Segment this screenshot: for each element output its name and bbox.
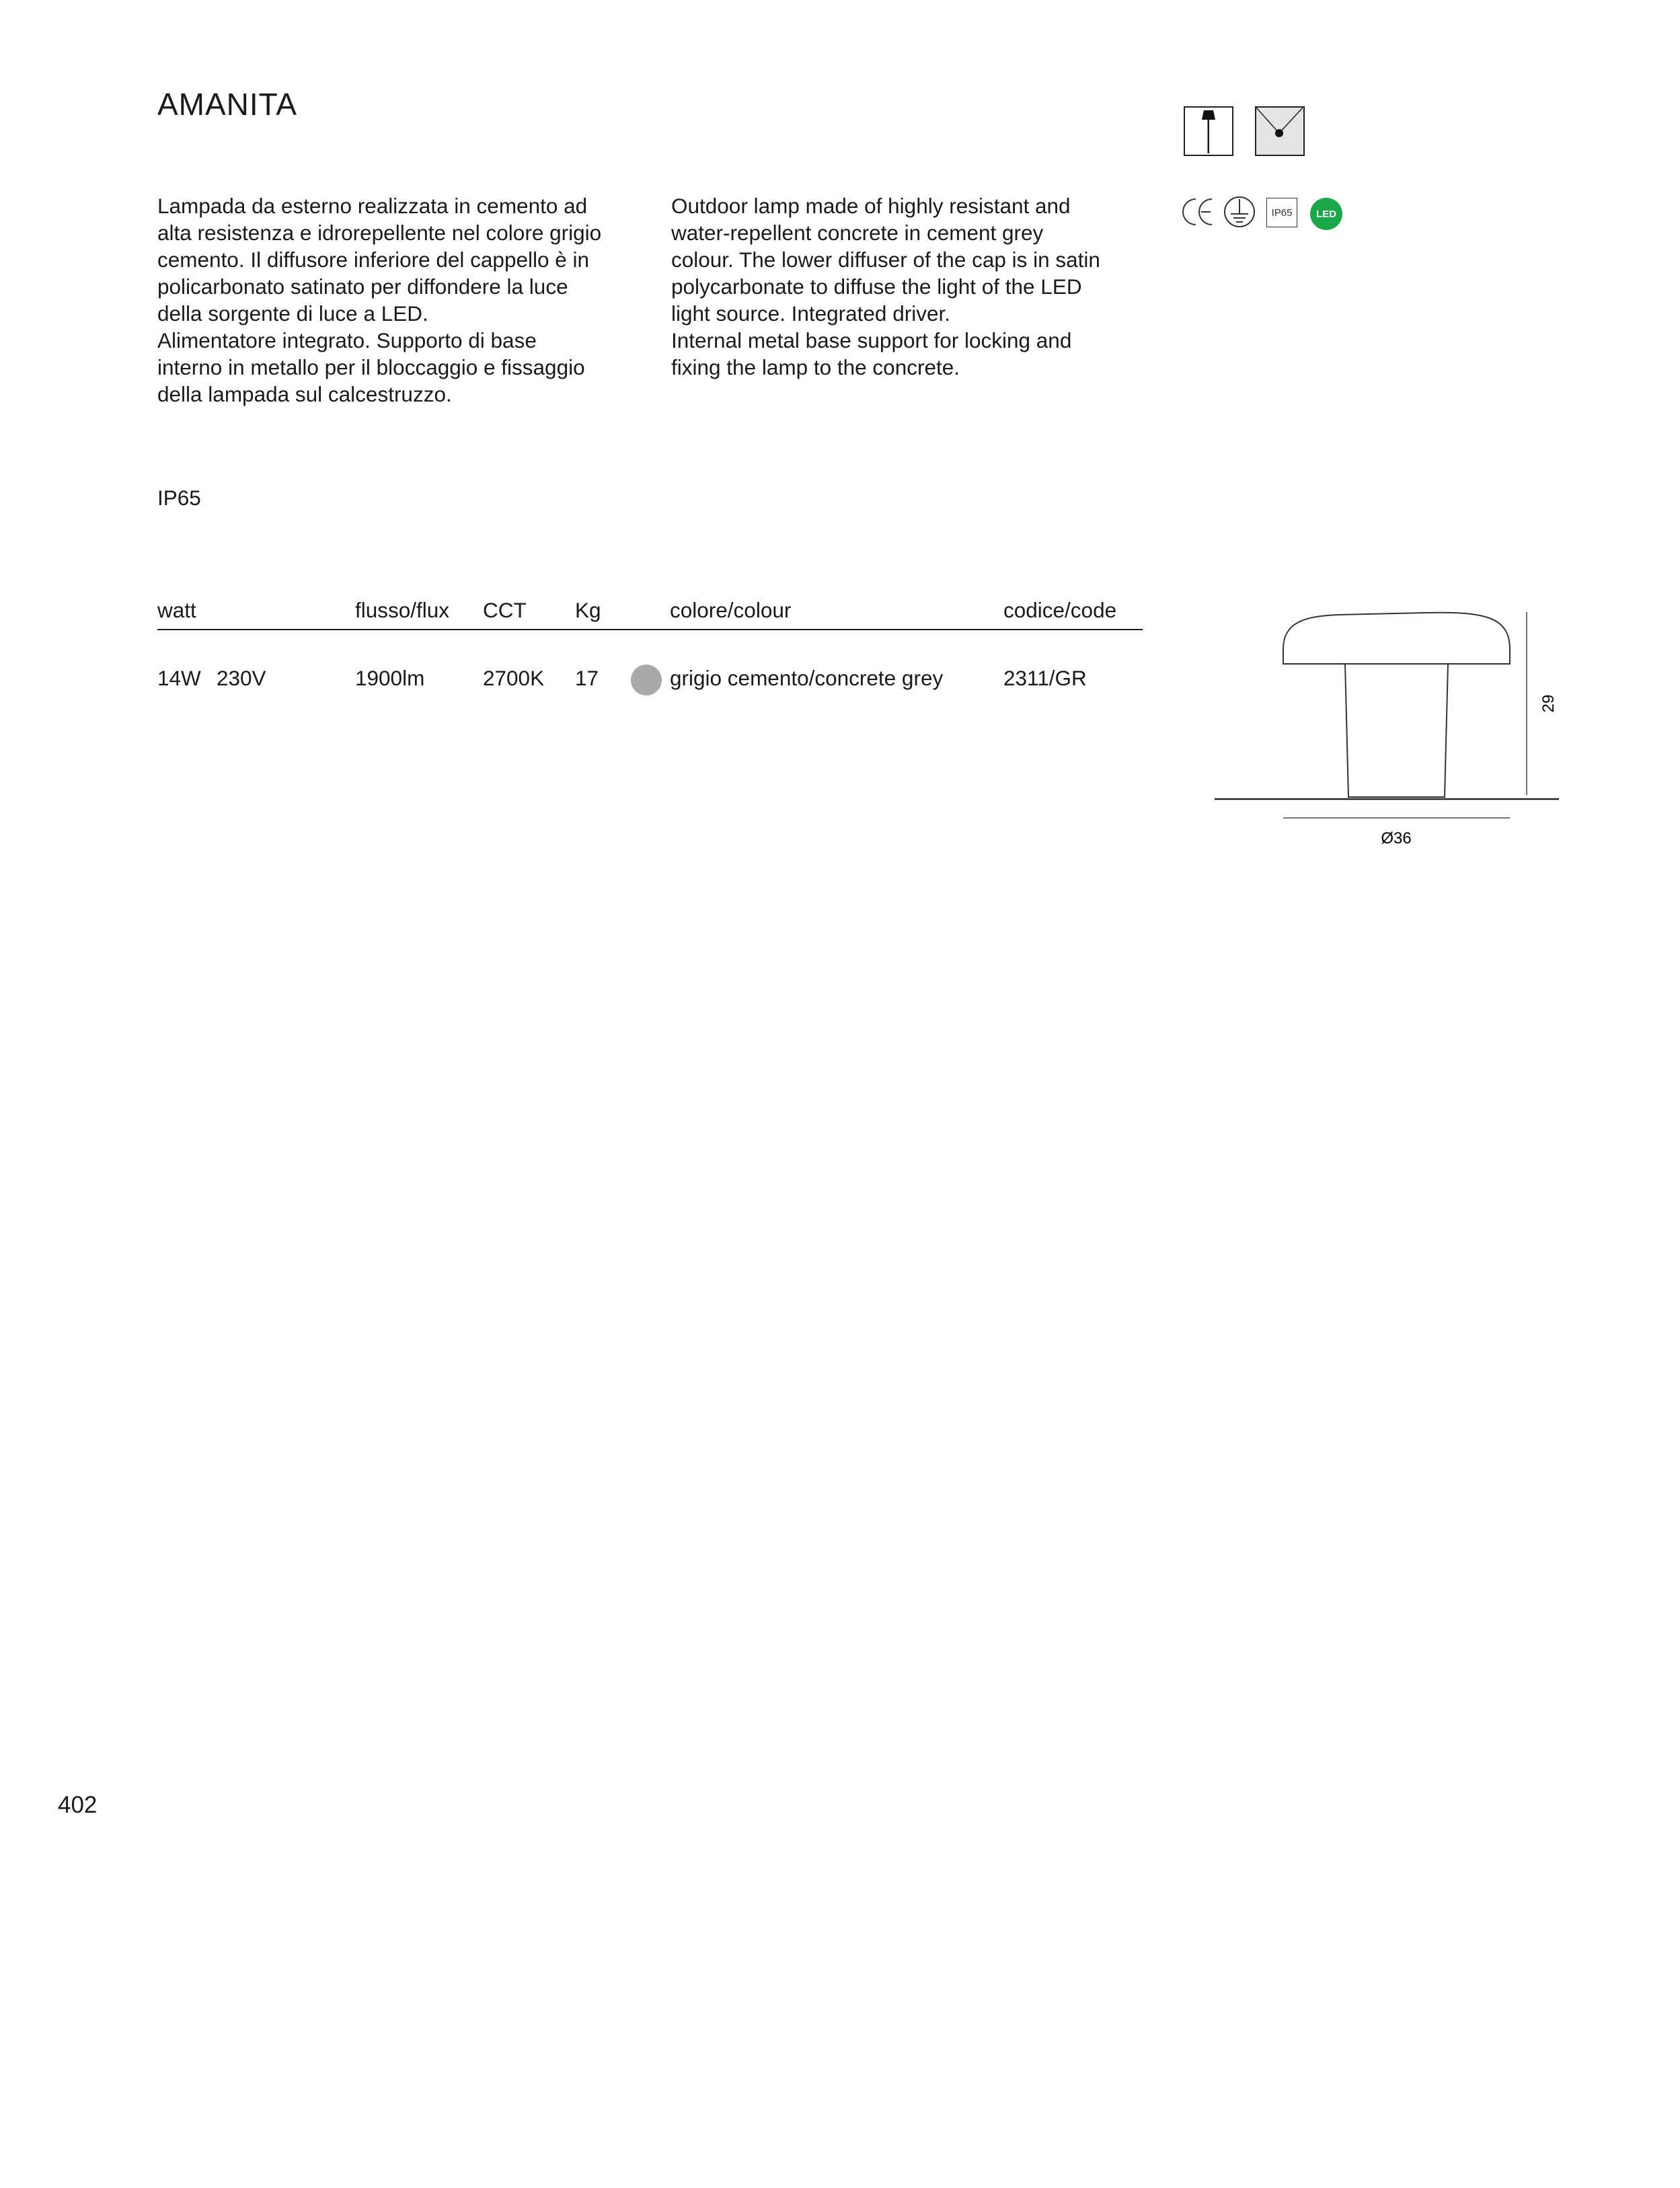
ip-rating: IP65 (157, 486, 201, 510)
description-english: Outdoor lamp made of highly resistant and water-repellent concrete in cement grey colour. The lower diffuser of the cap is in satin polycarbonate to diffuse the light of the LED light source. Integrated driver. Internal metal base support for locking and fixing the lamp to the concrete. (671, 194, 1100, 379)
floor-lamp-icon (1184, 106, 1233, 156)
earth-ground-icon (1223, 195, 1256, 229)
cell-watt: 14W (157, 666, 201, 690)
page-number: 402 (58, 1792, 98, 1818)
cell-flux: 1900lm (355, 666, 425, 690)
diameter-label: Ø36 (1381, 829, 1412, 847)
lamp-outline (1283, 613, 1510, 797)
cell-kg: 17 (575, 666, 599, 690)
ce-mark-icon (1181, 196, 1215, 227)
height-label: 29 (1539, 694, 1558, 713)
header-code: codice/code (1003, 598, 1117, 622)
cell-code: 2311/GR (1003, 666, 1087, 690)
ground-mount-icon (1255, 106, 1305, 156)
led-badge: LED (1310, 198, 1342, 230)
cell-colour: grigio cemento/concrete grey (670, 666, 944, 690)
cell-cct: 2700K (483, 666, 545, 690)
dimension-drawing (1204, 599, 1574, 861)
header-cct: CCT (483, 598, 527, 622)
header-watt: watt (157, 598, 196, 622)
product-title: AMANITA (157, 87, 298, 122)
description-italian: Lampada da esterno realizzata in cemento ad alta resistenza e idrorepellente nel colore grigio cemento. Il diffusore inferiore del cappello è in policarbonato satinato per diffondere la luce della sorgente di luce a LED. Alimentatore integrato. Supporto di base interno in metallo per il bloccaggio e fissaggio della lampada sul calcestruzzo. (157, 194, 602, 406)
header-colour: colore/colour (670, 598, 792, 622)
cell-voltage: 230V (217, 666, 266, 690)
header-flux: flusso/flux (355, 598, 450, 622)
colour-swatch (631, 665, 662, 695)
header-kg: Kg (575, 598, 601, 622)
table-header-rule (157, 629, 1143, 630)
ip65-badge: IP65 (1266, 198, 1297, 227)
